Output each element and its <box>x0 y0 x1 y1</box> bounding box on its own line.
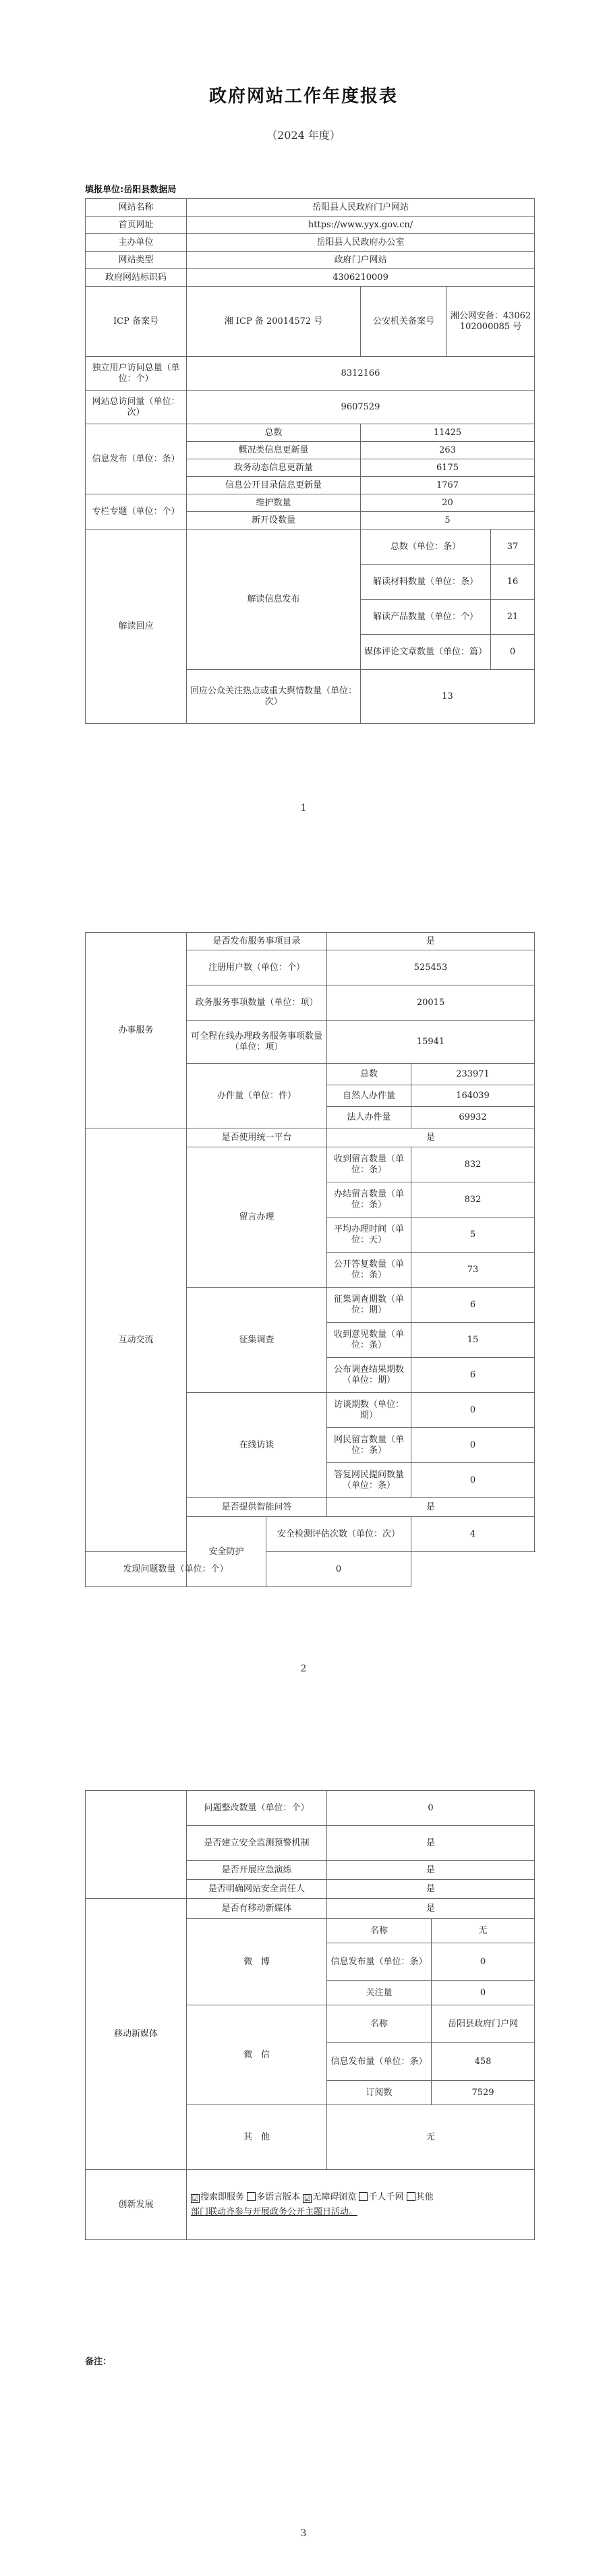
checkbox-personalized[interactable] <box>359 2192 368 2201</box>
innovation-other-text: 部门联动齐参与开展政务公开主题日活动。 <box>191 2206 358 2217</box>
opt-personalized: 千人千网 <box>368 2192 404 2202</box>
duty-label: 是否明确网站安全责任人 <box>187 1880 327 1899</box>
wechat-name: 岳阳县政府门户网 <box>432 2005 535 2043</box>
vol-legal: 69932 <box>411 1107 535 1128</box>
site-name: 岳阳县人民政府门户网站 <box>187 199 535 217</box>
publish-label: 信息发布（单位：条） <box>86 424 187 494</box>
table-page-3 <box>85 1790 535 2240</box>
report-title: 政府网站工作年度报表 <box>208 86 398 107</box>
wechat-pub: 458 <box>432 2043 535 2081</box>
checkbox-search-service[interactable]: ☑ <box>192 2194 199 2203</box>
site-code: 4306210009 <box>187 269 535 287</box>
pv: 9607529 <box>187 391 535 424</box>
wechat-pub-label: 信息发布量（单位：条） <box>327 2043 432 2081</box>
svc-catalog-label: 是否发布服务事项目录 <box>187 933 327 950</box>
vol-legal-label: 法人办件量 <box>327 1107 411 1128</box>
page-number-1: 1 <box>300 803 307 813</box>
unified: 是 <box>327 1128 535 1147</box>
msg-recv-label: 收到留言数量（单位：条） <box>327 1147 411 1182</box>
unified-label: 是否使用统一平台 <box>187 1128 327 1147</box>
fix: 0 <box>327 1791 535 1826</box>
monitor: 是 <box>327 1826 535 1861</box>
media-label: 移动新媒体 <box>86 1899 187 2170</box>
interp-media: 0 <box>491 635 535 670</box>
weibo-pub-label: 信息发布量（单位：条） <box>327 1943 432 1981</box>
interpret-pub-label: 解读信息发布 <box>187 529 361 670</box>
service-label: 办事服务 <box>86 933 187 1128</box>
weibo-fans-label: 关注量 <box>327 1981 432 2005</box>
remarks-label: 备注： <box>85 2357 112 2367</box>
icp-label: ICP 备案号 <box>86 287 187 357</box>
interp-material-label: 解读材料数量（单位：条） <box>361 565 491 600</box>
talk-n: 0 <box>411 1393 535 1428</box>
affairs: 6175 <box>361 459 535 477</box>
msg-label: 留言办理 <box>187 1147 327 1288</box>
monitor-label: 是否建立安全监测预警机制 <box>187 1826 327 1861</box>
talk-q-label: 网民留言数量（单位：条） <box>327 1428 411 1463</box>
psb: 湘公网安备：43062102000085 号 <box>447 287 535 357</box>
interp-hot-label: 回应公众关注热点或重大舆情数量（单位：次） <box>187 670 361 724</box>
weibo-name-label: 名称 <box>327 1919 432 1943</box>
uv-label: 独立用户访问总量（单位：个） <box>86 357 187 391</box>
checkbox-accessibility[interactable]: ☑ <box>304 2194 311 2203</box>
survey-label: 征集调查 <box>187 1288 327 1393</box>
msg-done-label: 办结留言数量（单位：条） <box>327 1182 411 1218</box>
svc-users: 525453 <box>327 950 535 985</box>
msg-recv: 832 <box>411 1147 535 1182</box>
weibo-pub: 0 <box>432 1943 535 1981</box>
opt-search-service: 搜索即服务 <box>200 2192 245 2202</box>
smart: 是 <box>327 1498 535 1517</box>
table-page-2 <box>85 932 535 1587</box>
survey-op-label: 收到意见数量（单位：条） <box>327 1323 411 1358</box>
overview: 263 <box>361 442 535 459</box>
opt-multilingual: 多语言版本 <box>256 2192 301 2202</box>
vol-total: 233971 <box>411 1064 535 1085</box>
code-label: 政府网站标识码 <box>86 269 187 287</box>
drill-label: 是否开展应急演练 <box>187 1861 327 1880</box>
talk-a: 0 <box>411 1463 535 1498</box>
smart-label: 是否提供智能问答 <box>187 1498 327 1517</box>
issue-label: 发现问题数量（单位：个） <box>86 1552 266 1587</box>
maintain-label: 维护数量 <box>187 494 361 512</box>
checkbox-multilingual[interactable] <box>247 2192 256 2201</box>
survey-n: 6 <box>411 1288 535 1323</box>
weibo-fans: 0 <box>432 1981 535 2005</box>
interp-media-label: 媒体评论文章数量（单位：篇） <box>361 635 491 670</box>
innovation-options <box>187 2170 535 2240</box>
wechat-label: 微 信 <box>187 2005 327 2105</box>
media-has: 是 <box>327 1899 535 1919</box>
vol-total-label: 总数 <box>327 1064 411 1085</box>
weibo-label: 微 博 <box>187 1919 327 2005</box>
publish-total-label: 总数 <box>187 424 361 442</box>
msg-pub: 73 <box>411 1253 535 1288</box>
innovation-label: 创新发展 <box>86 2170 187 2240</box>
table-page-1 <box>85 198 535 724</box>
maintain: 20 <box>361 494 535 512</box>
svc-items-label: 政务服务事项数量（单位：项） <box>187 985 327 1021</box>
weibo-name: 无 <box>432 1919 535 1943</box>
site-type: 政府门户网站 <box>187 252 535 269</box>
security-cont <box>86 1791 187 1899</box>
icp: 湘 ICP 备 20014572 号 <box>187 287 361 357</box>
page-number-3: 3 <box>300 2528 307 2539</box>
catalog-label: 信息公开目录信息更新量 <box>187 477 361 494</box>
svc-online: 15941 <box>327 1021 535 1064</box>
msg-pub-label: 公开答复数量（单位：条） <box>327 1253 411 1288</box>
svc-volume-label: 办件量（单位：件） <box>187 1064 327 1128</box>
other: 无 <box>327 2105 535 2170</box>
interp-total: 37 <box>491 529 535 565</box>
interp-hot: 13 <box>361 670 535 724</box>
svc-users-label: 注册用户数（单位：个） <box>187 950 327 985</box>
talk-q: 0 <box>411 1428 535 1463</box>
new-label: 新开设数量 <box>187 512 361 529</box>
talk-n-label: 访谈期数（单位：期） <box>327 1393 411 1428</box>
org-label: 主办单位 <box>86 234 187 252</box>
interp-total-label: 总数（单位：条） <box>361 529 491 565</box>
check-label: 安全检测评估次数（单位：次） <box>266 1517 411 1552</box>
interaction-label: 互动交流 <box>86 1128 187 1552</box>
svc-catalog: 是 <box>327 933 535 950</box>
duty: 是 <box>327 1880 535 1899</box>
site-name-label: 网站名称 <box>86 199 187 217</box>
msg-done: 832 <box>411 1182 535 1218</box>
survey-res-label: 公布调查结果期数（单位：期） <box>327 1358 411 1393</box>
wechat-sub: 7529 <box>432 2081 535 2105</box>
survey-res: 6 <box>411 1358 535 1393</box>
overview-label: 概况类信息更新量 <box>187 442 361 459</box>
psb-label: 公安机关备案号 <box>361 287 447 357</box>
vol-person-label: 自然人办件量 <box>327 1085 411 1107</box>
page-number-2: 2 <box>300 1663 307 1674</box>
interpret-label: 解读回应 <box>86 529 187 724</box>
home-label: 首页网址 <box>86 217 187 234</box>
column-label: 专栏专题（单位：个） <box>86 494 187 529</box>
home-url: https://www.yyx.gov.cn/ <box>187 217 535 234</box>
check: 4 <box>411 1517 535 1552</box>
filler-unit: 填报单位:岳阳县数据局 <box>85 185 177 195</box>
security-label: 安全防护 <box>187 1517 266 1587</box>
wechat-name-label: 名称 <box>327 2005 432 2043</box>
checkbox-other[interactable] <box>407 2192 415 2201</box>
opt-other: 其他 <box>415 2192 434 2202</box>
vol-person: 164039 <box>411 1085 535 1107</box>
msg-avg-label: 平均办理时间（单位：天） <box>327 1218 411 1253</box>
media-has-label: 是否有移动新媒体 <box>187 1899 327 1919</box>
interp-material: 16 <box>491 565 535 600</box>
issue: 0 <box>266 1552 411 1587</box>
report-year: （2024 年度） <box>266 129 341 142</box>
svc-items: 20015 <box>327 985 535 1021</box>
drill: 是 <box>327 1861 535 1880</box>
affairs-label: 政务动态信息更新量 <box>187 459 361 477</box>
catalog: 1767 <box>361 477 535 494</box>
fix-label: 问题整改数量（单位：个） <box>187 1791 327 1826</box>
talk-label: 在线访谈 <box>187 1393 327 1498</box>
interp-product: 21 <box>491 600 535 635</box>
opt-accessibility: 无障碍浏览 <box>312 2192 357 2202</box>
survey-op: 15 <box>411 1323 535 1358</box>
interp-product-label: 解读产品数量（单位：个） <box>361 600 491 635</box>
svc-online-label: 可全程在线办理政务服务事项数量（单位：项） <box>187 1021 327 1064</box>
wechat-sub-label: 订阅数 <box>327 2081 432 2105</box>
talk-a-label: 答复网民提问数量（单位：条） <box>327 1463 411 1498</box>
type-label: 网站类型 <box>86 252 187 269</box>
pv-label: 网站总访问量（单位：次） <box>86 391 187 424</box>
uv: 8312166 <box>187 357 535 391</box>
publish-total: 11425 <box>361 424 535 442</box>
org: 岳阳县人民政府办公室 <box>187 234 535 252</box>
new-count: 5 <box>361 512 535 529</box>
other-label: 其 他 <box>187 2105 327 2170</box>
survey-n-label: 征集调查期数（单位：期） <box>327 1288 411 1323</box>
msg-avg: 5 <box>411 1218 535 1253</box>
